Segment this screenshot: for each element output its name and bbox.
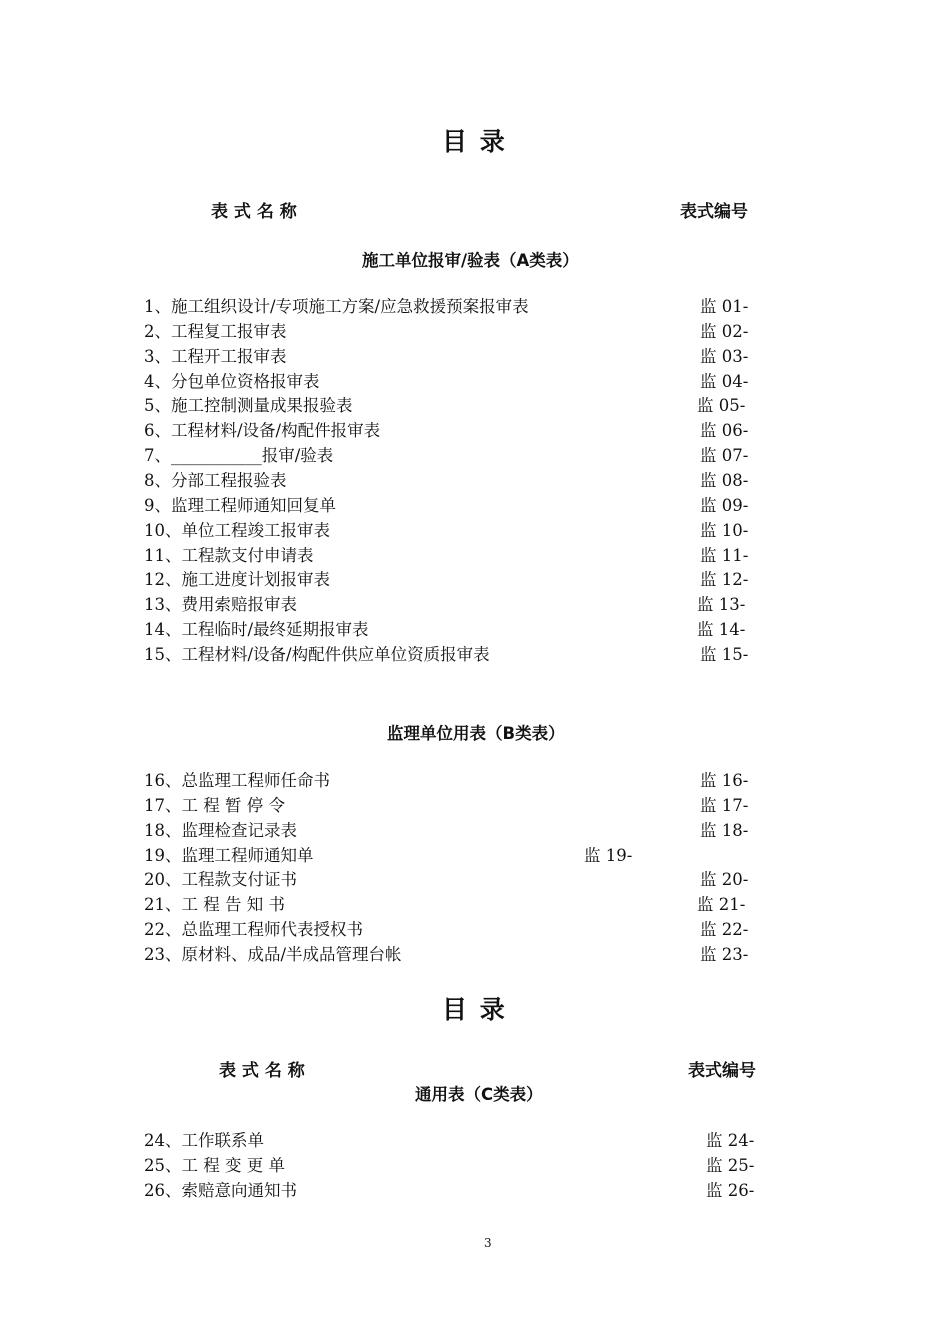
toc-item-code: 监 19- xyxy=(584,845,633,865)
toc-item-code: 监 11- xyxy=(700,545,749,565)
toc-item-label: 2、工程复工报审表 xyxy=(144,321,287,341)
section-a-title: 施工单位报审/验表（A类表） xyxy=(362,251,579,270)
toc-item-code: 监 13- xyxy=(697,595,746,615)
toc-item-code: 监 06- xyxy=(700,421,749,441)
toc-item-label: 18、监理检查记录表 xyxy=(144,820,297,840)
toc-item-code: 监 10- xyxy=(700,520,749,540)
toc-item-label: 26、索赔意向通知书 xyxy=(144,1180,297,1200)
toc-item-code: 监 22- xyxy=(700,920,749,940)
toc-item-label: 12、施工进度计划报审表 xyxy=(144,570,330,590)
section-b-title: 监理单位用表（B类表） xyxy=(387,724,565,743)
toc-item-code: 监 21- xyxy=(697,895,746,915)
toc-item-code: 监 01- xyxy=(700,297,749,316)
toc-item-code: 监 04- xyxy=(700,371,749,391)
toc-item-code: 监 15- xyxy=(700,644,749,664)
toc-item-label: 6、工程材料/设备/构配件报审表 xyxy=(144,421,381,441)
toc-item-code: 监 26- xyxy=(706,1180,755,1200)
toc-item-label: 10、单位工程竣工报审表 xyxy=(144,520,330,540)
toc-item-label: 14、工程临时/最终延期报审表 xyxy=(144,620,369,640)
column-header-code-2: 表式编号 xyxy=(688,1061,756,1081)
toc-item-label: 19、监理工程师通知单 xyxy=(144,845,314,865)
toc-item-code: 监 17- xyxy=(700,795,749,815)
toc-title: 目 录 xyxy=(442,127,507,156)
column-header-code: 表式编号 xyxy=(680,202,748,222)
column-header-name: 表 式 名 称 xyxy=(211,202,297,222)
toc-item-label: 4、分包单位资格报审表 xyxy=(144,371,320,391)
toc-item-code: 监 03- xyxy=(700,346,749,366)
toc-item-label: 24、工作联系单 xyxy=(144,1131,264,1150)
column-header-name-2: 表 式 名 称 xyxy=(219,1061,305,1081)
toc-item-label: 23、原材料、成品/半成品管理台帐 xyxy=(144,944,402,964)
toc-item-label: 16、总监理工程师任命书 xyxy=(144,771,330,790)
toc-item-label: 25、工 程 变 更 单 xyxy=(144,1155,285,1175)
toc-item-code: 监 23- xyxy=(700,944,749,964)
section-c-title: 通用表（C类表） xyxy=(415,1085,543,1104)
toc-item-code: 监 12- xyxy=(700,570,749,590)
toc-item-label: 17、工 程 暂 停 令 xyxy=(144,795,285,815)
toc-item-code: 监 02- xyxy=(700,321,749,341)
toc-item-code: 监 09- xyxy=(700,495,749,515)
toc-item-label: 7、___________报审/验表 xyxy=(144,446,334,466)
toc-item-code: 监 25- xyxy=(706,1155,755,1175)
toc-item-label: 8、分部工程报验表 xyxy=(144,470,287,490)
toc-item-code: 监 05- xyxy=(697,396,746,416)
toc-item-label: 20、工程款支付证书 xyxy=(144,870,297,890)
toc-item-label: 13、费用索赔报审表 xyxy=(144,595,297,615)
toc-title-2: 目 录 xyxy=(442,995,507,1024)
toc-item-code: 监 16- xyxy=(700,771,749,790)
toc-item-label: 15、工程材料/设备/构配件供应单位资质报审表 xyxy=(144,644,490,664)
toc-item-label: 5、施工控制测量成果报验表 xyxy=(144,396,353,416)
toc-item-label: 11、工程款支付申请表 xyxy=(144,545,314,565)
toc-item-code: 监 14- xyxy=(697,620,746,640)
toc-item-label: 1、施工组织设计/专项施工方案/应急救援预案报审表 xyxy=(144,297,529,316)
toc-item-code: 监 18- xyxy=(700,820,749,840)
toc-item-code: 监 07- xyxy=(700,446,749,466)
toc-item-code: 监 24- xyxy=(706,1131,755,1150)
toc-item-code: 监 20- xyxy=(700,870,749,890)
toc-item-label: 9、监理工程师通知回复单 xyxy=(144,495,336,515)
toc-item-code: 监 08- xyxy=(700,470,749,490)
page-number: 3 xyxy=(484,1236,492,1250)
toc-item-label: 22、总监理工程师代表授权书 xyxy=(144,920,363,940)
toc-item-label: 21、工 程 告 知 书 xyxy=(144,895,285,915)
toc-item-label: 3、工程开工报审表 xyxy=(144,346,287,366)
